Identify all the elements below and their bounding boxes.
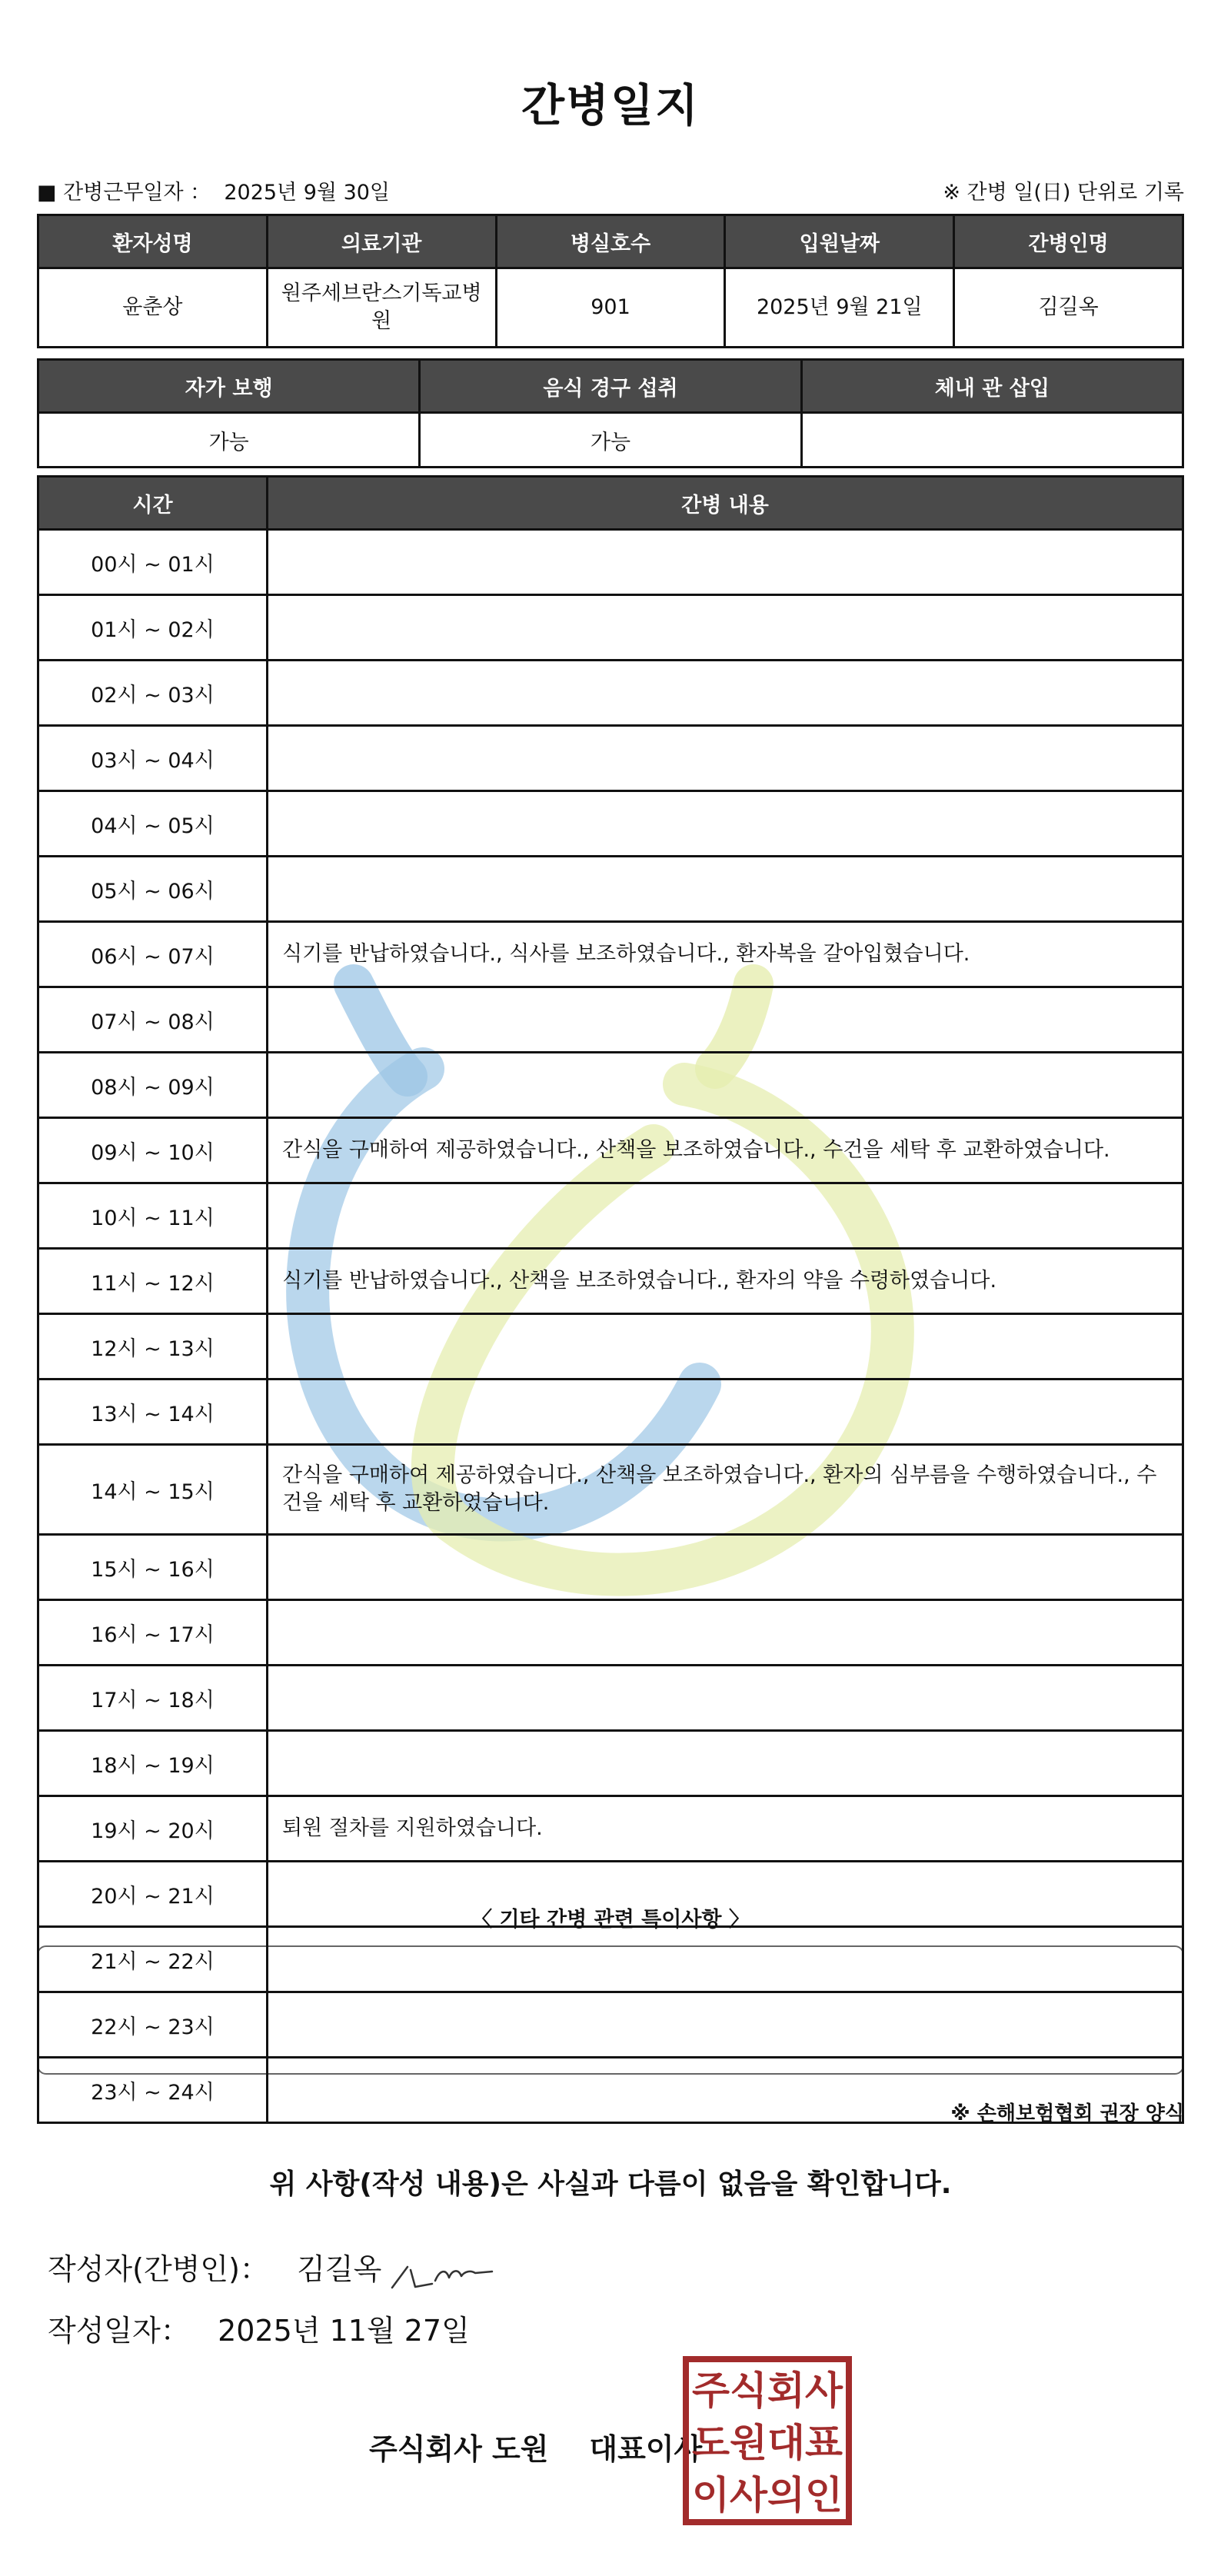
company-role: 대표이사 [589,2432,703,2466]
log-row [38,857,1183,922]
header-admission-date: 입원날짜 [725,215,954,268]
admission-date: 2025년 9월 21일 [725,268,954,348]
log-time: 05시 ~ 06시 [38,857,268,922]
log-content [268,1314,1183,1380]
log-time: 13시 ~ 14시 [38,1380,268,1445]
written-date-line [48,2307,470,2349]
log-time: 07시 ~ 08시 [38,987,268,1053]
company-name: 주식회사 도원 [369,2432,549,2466]
log-row [38,1927,1183,1992]
log-row [38,1862,1183,1927]
log-row [38,1992,1183,2058]
log-row [38,922,1183,987]
special-notes-title: 〈 기타 간병 관련 특이사항 〉 [471,1908,750,1932]
log-content [268,1731,1183,1796]
log-time: 19시 ~ 20시 [38,1796,268,1862]
log-content [268,791,1183,857]
log-row [38,1445,1183,1535]
log-content [268,1992,1183,2058]
log-content: 식기를 반납하였습니다., 산책을 보조하였습니다., 환자의 약을 수령하였습니다. [268,1249,1183,1314]
log-time: 22시 ~ 23시 [38,1992,268,2058]
log-row [38,661,1183,726]
log-row [38,1731,1183,1796]
tube-insertion-value [801,413,1183,468]
work-date [37,175,390,205]
log-time: 09시 ~ 10시 [38,1118,268,1183]
log-time: 00시 ~ 01시 [38,530,268,595]
writer-label: 작성자(간병인)： [48,2252,269,2286]
date-value: 2025년 11월 27일 [218,2314,470,2348]
svg-text:도원대표: 도원대표 [692,2421,843,2465]
log-time: 20시 ~ 21시 [38,1862,268,1927]
log-row [38,530,1183,595]
log-time: 16시 ~ 17시 [38,1600,268,1666]
log-content [268,1053,1183,1118]
date-label: 작성일자： [48,2314,190,2348]
header-time: 시간 [38,477,268,530]
patient-status-table [37,358,1184,468]
log-content [268,726,1183,791]
document-title: 간병일지 [521,79,700,131]
header-caregiver-name: 간병인명 [954,215,1183,268]
log-time: 11시 ~ 12시 [38,1249,268,1314]
log-content [268,1862,1183,1927]
log-row [38,1666,1183,1731]
log-row [38,1314,1183,1380]
unit-note: ※ 간병 일(日) 단위로 기록 [943,181,1184,205]
confirmation-statement: 위 사항(작성 내용)은 사실과 다름이 없음을 확인합니다. [269,2168,952,2200]
log-content [268,1927,1183,1992]
log-time: 12시 ~ 13시 [38,1314,268,1380]
log-content [268,661,1183,726]
company-seal-stamp [683,2356,852,2525]
log-content: 퇴원 절차를 지원하였습니다. [268,1796,1183,1862]
log-row [38,1600,1183,1666]
log-time: 08시 ~ 09시 [38,1053,268,1118]
log-time: 01시 ~ 02시 [38,595,268,661]
log-content [268,857,1183,922]
log-content: 간식을 구매하여 제공하였습니다., 산책을 보조하였습니다., 수건을 세탁 후 교환하였습니다. [268,1118,1183,1183]
writer-line [48,2245,381,2288]
log-time: 06시 ~ 07시 [38,922,268,987]
log-time: 14시 ~ 15시 [38,1445,268,1535]
log-row [38,1118,1183,1183]
log-time: 10시 ~ 11시 [38,1183,268,1249]
log-row [38,1053,1183,1118]
log-content [268,987,1183,1053]
log-time: 03시 ~ 04시 [38,726,268,791]
header-room-number: 병실호수 [496,215,725,268]
log-row [38,1249,1183,1314]
log-content: 식기를 반납하였습니다., 식사를 보조하였습니다., 환자복을 갈아입혔습니다. [268,922,1183,987]
log-time: 21시 ~ 22시 [38,1927,268,1992]
header-walking: 자가 보행 [38,360,420,413]
signature-image [384,2253,500,2299]
log-content [268,1535,1183,1600]
log-time: 15시 ~ 16시 [38,1535,268,1600]
care-log-table [37,475,1184,2124]
header-tube-insertion: 체내 관 삽입 [801,360,1183,413]
caregiver-name: 김길옥 [954,268,1183,348]
log-content [268,2058,1183,2123]
log-time: 17시 ~ 18시 [38,1666,268,1731]
log-content [268,530,1183,595]
header-patient-name: 환자성명 [38,215,268,268]
patient-info-table [37,214,1184,348]
writer-name: 김길옥 [297,2252,382,2286]
log-row [38,2058,1183,2123]
oral-intake-value: 가능 [420,413,801,468]
log-row [38,791,1183,857]
log-time: 02시 ~ 03시 [38,661,268,726]
svg-text:주식회사: 주식회사 [692,2368,843,2413]
patient-name: 윤춘상 [38,268,268,348]
log-row [38,1535,1183,1600]
log-content [268,1600,1183,1666]
header-hospital: 의료기관 [267,215,496,268]
log-row [38,987,1183,1053]
log-time: 23시 ~ 24시 [38,2058,268,2123]
log-content [268,1380,1183,1445]
header-oral-intake: 음식 경구 섭취 [420,360,801,413]
log-content: 간식을 구매하여 제공하였습니다., 산책을 보조하였습니다., 환자의 심부름을 수행하였습니다., 수건을 세탁 후 교환하였습니다. [268,1445,1183,1535]
log-row [38,1183,1183,1249]
form-source-note: ※ 손해보험협회 권장 양식 [950,2102,1184,2125]
log-content [268,1666,1183,1731]
hospital-name: 원주세브란스기독교병원 [267,268,496,348]
log-row [38,1380,1183,1445]
work-date-label: ■ 간병근무일자 ： [37,181,211,205]
header-care-content: 간병 내용 [268,477,1183,530]
room-number: 901 [496,268,725,348]
log-time: 18시 ~ 19시 [38,1731,268,1796]
log-content [268,595,1183,661]
walking-value: 가능 [38,413,420,468]
svg-text:이사의인: 이사의인 [692,2473,843,2518]
company-line [369,2425,702,2468]
log-row [38,595,1183,661]
log-row [38,726,1183,791]
work-date-value: 2025년 9월 30일 [224,181,391,205]
log-row [38,1796,1183,1862]
log-time: 04시 ~ 05시 [38,791,268,857]
log-content [268,1183,1183,1249]
